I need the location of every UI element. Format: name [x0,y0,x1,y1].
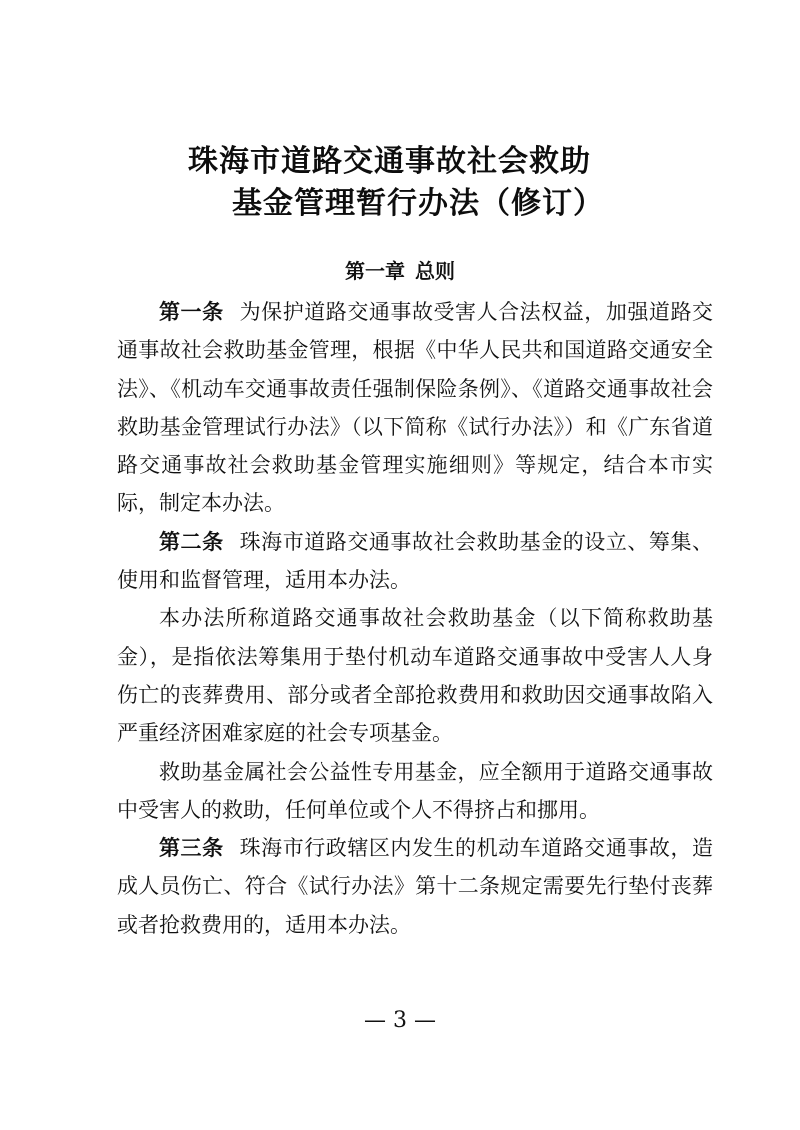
document-title-line-1: 珠海市道路交通事故社会救助 [188,144,591,179]
chapter-number: 第一章 [345,259,405,283]
article-2-paragraph-2 [117,599,713,752]
page-number: — 3 — [364,1008,436,1033]
article-text: 珠海市行政辖区内发生的机动车道路交通事故，造成人员伤亡、符合《试行办法》第十二条规定需要先行垫付丧葬或者抢救费用的，适用本办法。 [117,836,713,937]
article-text: 珠海市道路交通事故社会救助基金的设立、筹集、使用和监督管理，适用本办法。 [117,529,713,593]
article-2-paragraph-3 [117,753,713,830]
document-title-line-2: 基金管理暂行办法（修订） [232,186,604,221]
article-label: 第二条 [159,529,224,554]
article-1 [117,293,713,523]
paragraph-text: 本办法所称道路交通事故社会救助基金（以下简称救助基金），是指依法筹集用于垫付机动车道路交通事故中受害人人身伤亡的丧葬费用、部分或者全部抢救费用和救助因交通事故陷入严重经济困难家庭的社会专项基金。 [117,606,713,746]
article-text: 为保护道路交通事故受害人合法权益，加强道路交通事故社会救助基金管理，根据《中华人民共和国道路交通安全法》、《机动车交通事故责任强制保险条例》、《道路交通事故社会救助基金管理试行办法》（以下简称《试行办法》）和《广东省道路交通事故社会救助基金管理实施细则》等规定，结合本市实际，制定本办法。 [117,300,713,516]
chapter-heading [0,255,800,284]
article-3 [117,829,713,944]
article-label: 第一条 [159,300,224,324]
article-2 [117,523,713,600]
document-body [117,293,713,944]
article-label: 第三条 [159,836,224,861]
paragraph-text: 救助基金属社会公益性专用基金，应全额用于道路交通事故中受害人的救助，任何单位或个人不得挤占和挪用。 [117,759,713,822]
chapter-name: 总则 [415,259,455,283]
